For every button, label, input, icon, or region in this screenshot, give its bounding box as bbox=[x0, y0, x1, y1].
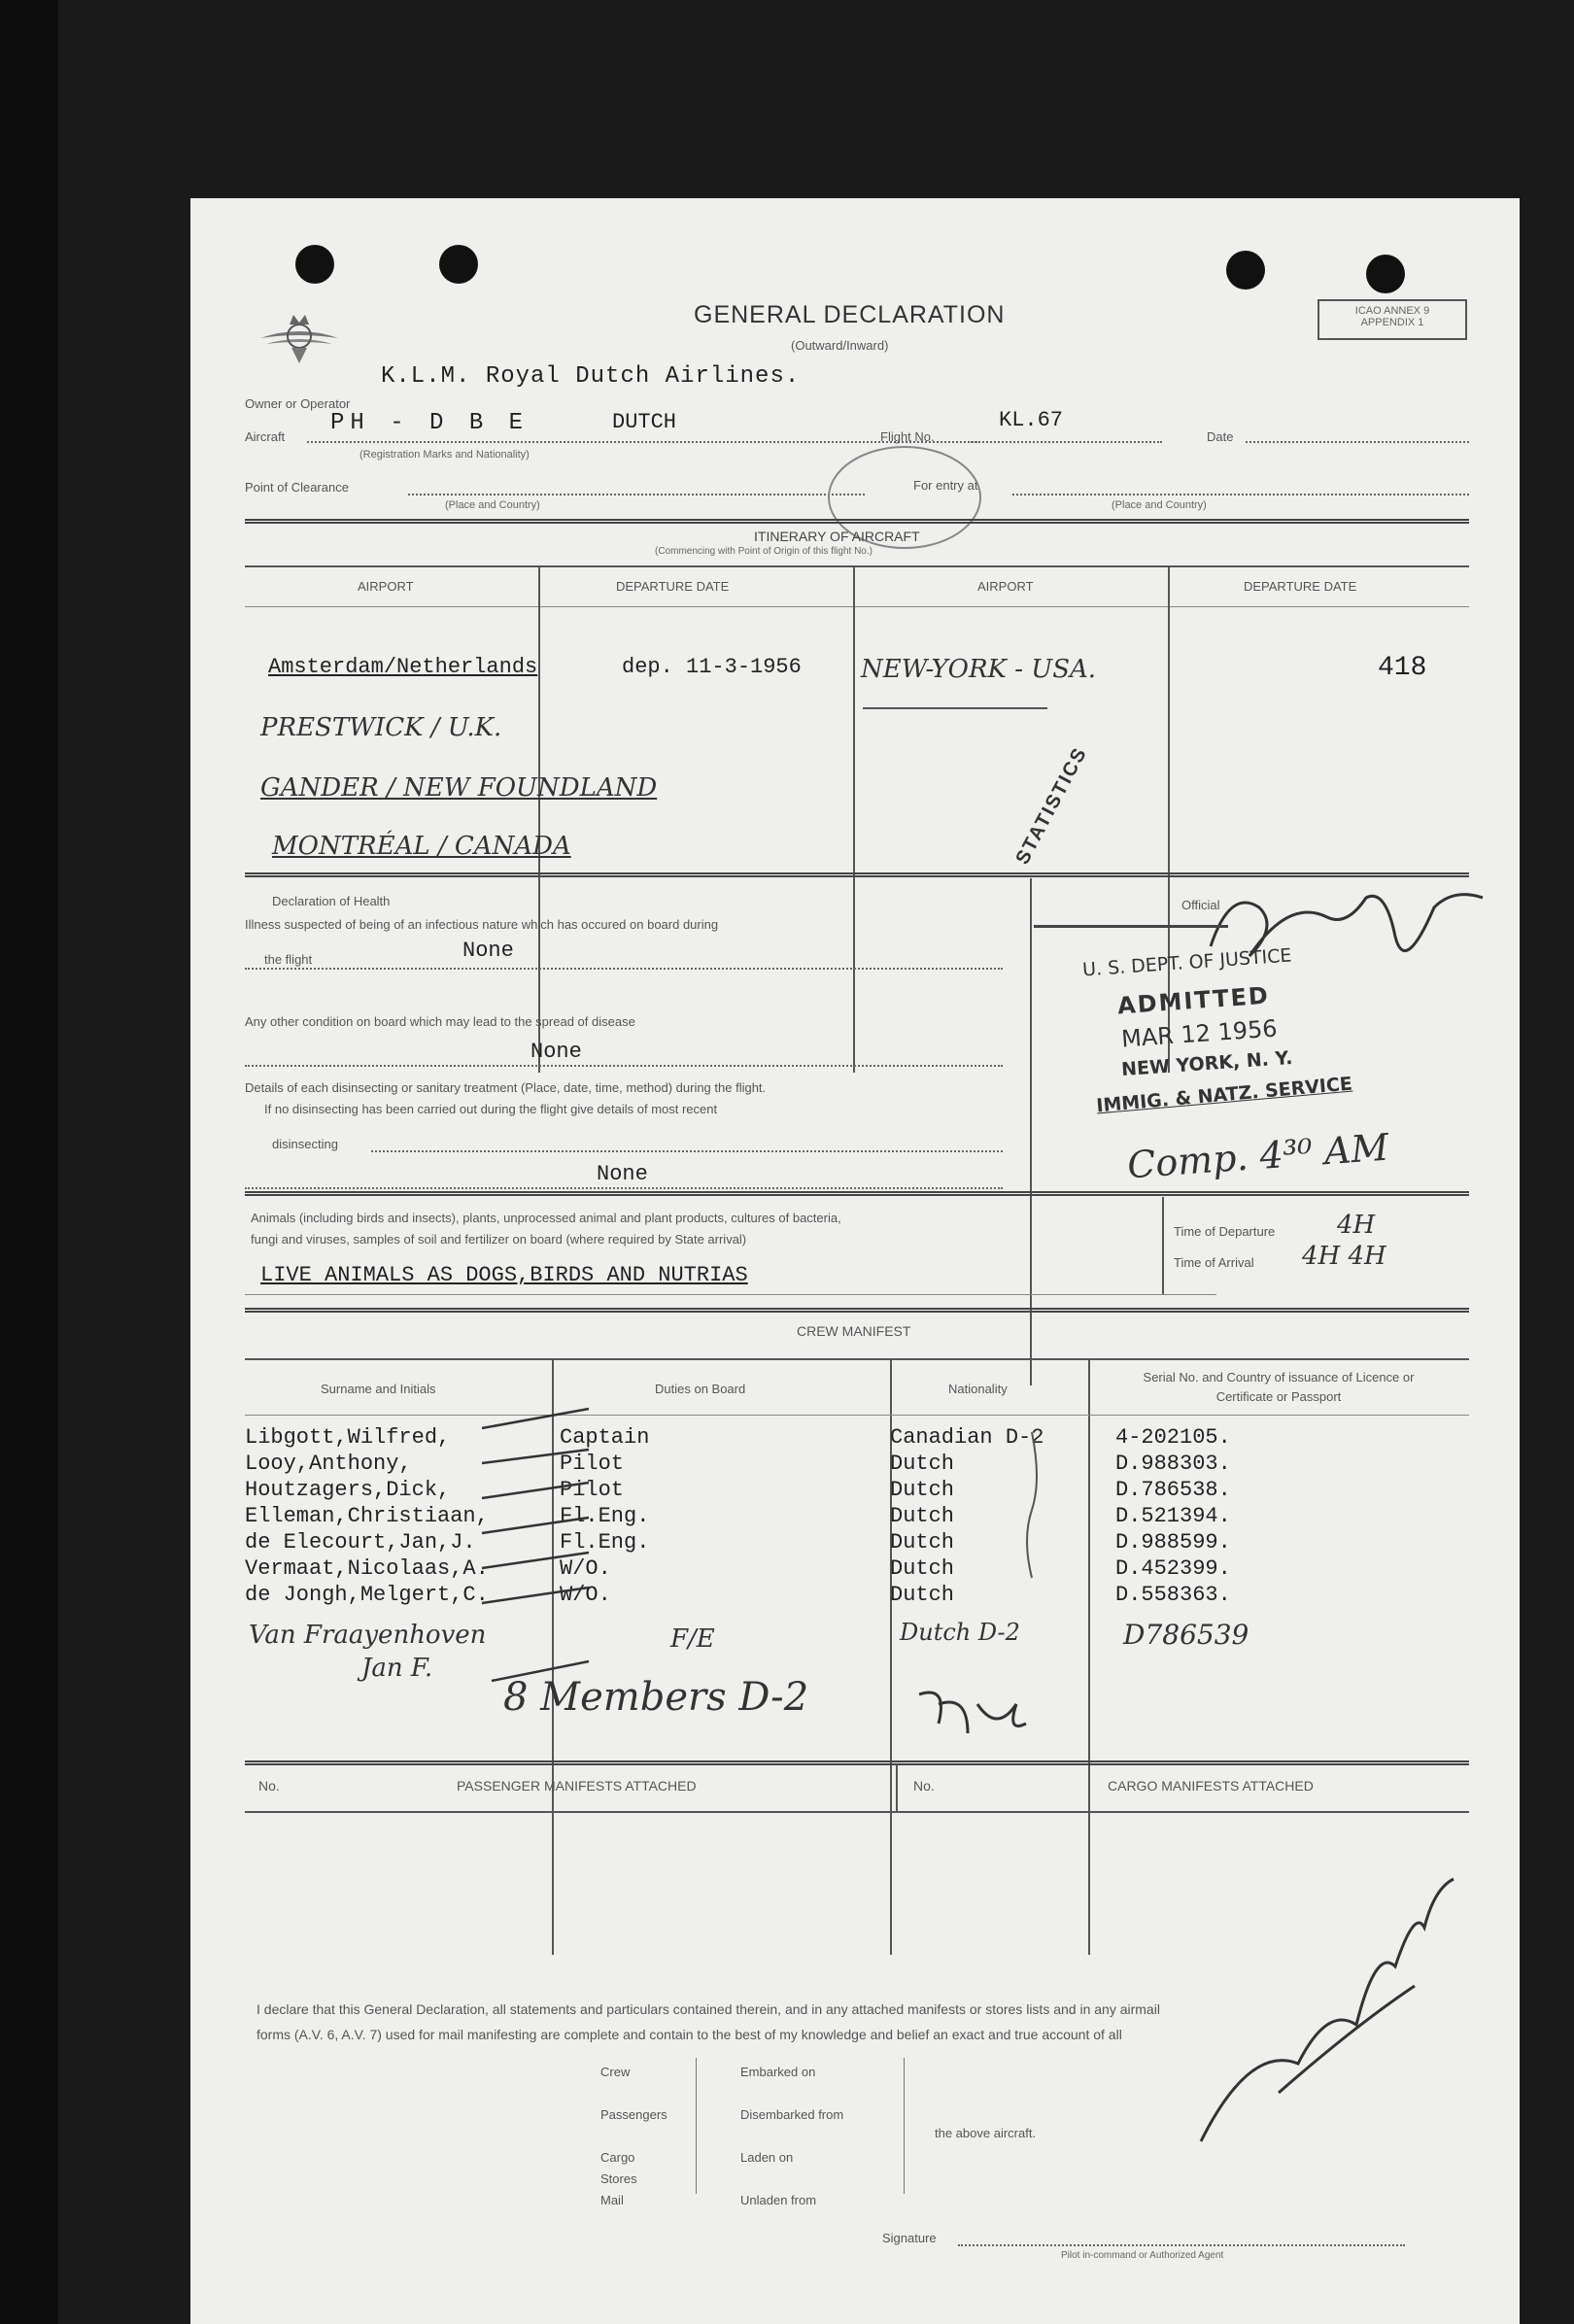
hand-crew-name: Van Fraayenhoven bbox=[249, 1621, 487, 1650]
scan-border bbox=[0, 0, 58, 2324]
col-departure-1: DEPARTURE DATE bbox=[616, 579, 730, 594]
date-label: Date bbox=[1207, 429, 1234, 444]
crew-serial: D.521394. bbox=[1115, 1504, 1231, 1528]
declaration-bracket bbox=[904, 2058, 905, 2194]
table-row bbox=[245, 1424, 1488, 1451]
health-a2: None bbox=[530, 1040, 582, 1064]
crew-name: de Elecourt,Jan,J. bbox=[245, 1530, 476, 1555]
crew-nationality: Canadian D-2 bbox=[890, 1425, 1044, 1450]
form-subtitle: (Outward/Inward) bbox=[791, 338, 889, 353]
crew-duty: Captain bbox=[560, 1425, 650, 1450]
crew-duty: W/O. bbox=[560, 1583, 611, 1607]
arrival-time-label: Time of Arrival bbox=[1174, 1255, 1254, 1270]
official-handnote: Comp. 4³⁰ AM bbox=[1125, 1125, 1390, 1187]
itinerary-note: (Commencing with Point of Origin of this flight No.) bbox=[655, 546, 873, 557]
stamp-date: MAR 12 1956 bbox=[1120, 1014, 1279, 1053]
hand-crew-serial: D786539 bbox=[1123, 1619, 1249, 1651]
crew-rows bbox=[245, 1424, 1488, 1608]
owner-value: K.L.M. Royal Dutch Airlines. bbox=[381, 363, 801, 390]
clearance-note: (Place and Country) bbox=[445, 499, 540, 511]
declaration-right: the above aircraft. bbox=[935, 2126, 1037, 2140]
clearance-line bbox=[408, 494, 865, 496]
health-q2: Any other condition on board which may lead to the spread of disease bbox=[245, 1014, 635, 1029]
members-note: 8 Members D-2 bbox=[503, 1675, 809, 1720]
itinerary-divider bbox=[853, 567, 855, 1073]
crew-nationality: Dutch bbox=[890, 1452, 955, 1476]
crew-duty: Pilot bbox=[560, 1452, 625, 1476]
crew-title: CREW MANIFEST bbox=[797, 1323, 911, 1339]
departure-time-value: 4H bbox=[1337, 1211, 1376, 1240]
declaration-line-2: forms (A.V. 6, A.V. 7) used for mail manifesting are complete and contain to the best of my knowledge and belief an exact and true account of all bbox=[257, 2027, 1122, 2042]
stop-3: MONTRÉAL / CANADA bbox=[272, 832, 571, 861]
animals-top-rule bbox=[245, 1191, 1469, 1196]
departure-date: dep. 11-3-1956 bbox=[622, 655, 802, 679]
table-row bbox=[245, 1503, 1488, 1529]
crew-serial: D.988303. bbox=[1115, 1452, 1231, 1476]
arrival-time-value: 4H 4H bbox=[1302, 1242, 1386, 1271]
crew-serial: D.558363. bbox=[1115, 1583, 1231, 1607]
clearance-label: Point of Clearance bbox=[245, 480, 349, 495]
initials-mark bbox=[909, 1675, 1045, 1743]
klm-crown-logo bbox=[251, 307, 348, 369]
statistics-stamp: STATISTICS bbox=[1011, 743, 1092, 869]
declaration-form bbox=[190, 198, 1520, 2324]
crew-name: de Jongh,Melgert,C. bbox=[245, 1583, 489, 1607]
aircraft-label: Aircraft bbox=[245, 429, 286, 444]
itinerary-header-rule bbox=[245, 565, 1469, 567]
crew-name: Elleman,Christiaan, bbox=[245, 1504, 489, 1528]
departure-airport: Amsterdam/Netherlands bbox=[268, 655, 538, 679]
crew-nationality: Dutch bbox=[890, 1556, 955, 1581]
arrival-airport: NEW-YORK - USA. bbox=[861, 655, 1097, 684]
entry-line bbox=[1012, 494, 1469, 496]
declaration-bracket bbox=[696, 2058, 697, 2194]
health-q3-line bbox=[371, 1150, 1003, 1152]
captain-signature bbox=[1162, 1869, 1473, 2161]
annex-line1: ICAO ANNEX 9 bbox=[1354, 305, 1430, 317]
itinerary-divider bbox=[538, 567, 540, 1073]
flight-no-label: Flight No. bbox=[880, 429, 935, 444]
hand-crew-name-2: Jan F. bbox=[361, 1654, 433, 1683]
stamp-city: NEW YORK, N. Y. bbox=[1120, 1046, 1293, 1081]
form-title: GENERAL DECLARATION bbox=[694, 301, 1006, 328]
table-row bbox=[245, 1477, 1488, 1503]
passenger-no-label: No. bbox=[258, 1778, 280, 1794]
list-item: Laden on bbox=[740, 2150, 794, 2165]
date-line bbox=[1246, 441, 1469, 443]
list-item: Stores bbox=[600, 2171, 637, 2186]
list-item: Disembarked from bbox=[740, 2107, 844, 2122]
health-a3: None bbox=[597, 1162, 648, 1186]
health-q1b: the flight bbox=[264, 952, 313, 967]
animals-line bbox=[245, 1294, 1216, 1295]
stamp-admitted: ADMITTED bbox=[1116, 981, 1271, 1020]
animals-text-1: Animals (including birds and insects), plants, unprocessed animal and plant products, cultures of bacteria, bbox=[251, 1211, 841, 1225]
health-a1: None bbox=[462, 939, 514, 963]
crew-top-rule bbox=[245, 1308, 1469, 1313]
time-divider bbox=[1162, 1197, 1164, 1294]
health-q3b: If no disinsecting has been carried out during the flight give details of most recent bbox=[264, 1102, 718, 1116]
declaration-mid-list bbox=[740, 2062, 843, 2211]
arrival-number: 418 bbox=[1378, 653, 1427, 683]
aircraft-note: (Registration Marks and Nationality) bbox=[359, 449, 530, 461]
crew-duty: W/O. bbox=[560, 1556, 611, 1581]
crew-col-duty: Duties on Board bbox=[655, 1382, 746, 1396]
crew-duty: Fl.Eng. bbox=[560, 1530, 650, 1555]
aircraft-nationality: DUTCH bbox=[612, 410, 677, 434]
table-row bbox=[245, 1582, 1488, 1608]
crew-name: Vermaat,Nicolaas,A. bbox=[245, 1556, 489, 1581]
flight-line bbox=[968, 441, 1162, 443]
annex-line2: APPENDIX 1 bbox=[1360, 317, 1424, 328]
table-row bbox=[245, 1529, 1488, 1555]
crew-nationality: Dutch bbox=[890, 1530, 955, 1555]
nationality-bracket bbox=[1012, 1422, 1051, 1588]
health-a1-line bbox=[245, 968, 1003, 970]
official-label: Official bbox=[1181, 898, 1220, 912]
passenger-manifests: PASSENGER MANIFESTS ATTACHED bbox=[457, 1778, 697, 1794]
crew-serial: D.452399. bbox=[1115, 1556, 1231, 1581]
manifest-top-rule bbox=[245, 1760, 1469, 1765]
col-airport-1: AIRPORT bbox=[358, 579, 414, 594]
cargo-manifests: CARGO MANIFESTS ATTACHED bbox=[1108, 1778, 1314, 1794]
crew-nationality: Dutch bbox=[890, 1504, 955, 1528]
col-departure-2: DEPARTURE DATE bbox=[1244, 579, 1357, 594]
list-item: Cargo bbox=[600, 2150, 635, 2165]
declaration-line-1: I declare that this General Declaration, all statements and particulars contained therein, and in any attached manifests or stores lists and in any airmail bbox=[257, 2001, 1160, 2017]
list-item: Unladen from bbox=[740, 2193, 817, 2207]
crew-serial: D.786538. bbox=[1115, 1478, 1231, 1502]
manifest-divider bbox=[896, 1764, 898, 1813]
punch-hole bbox=[295, 245, 334, 284]
health-a3-line bbox=[245, 1187, 1003, 1189]
crew-name: Libgott,Wilfred, bbox=[245, 1425, 451, 1450]
table-row bbox=[245, 1555, 1488, 1582]
animals-value: LIVE ANIMALS AS DOGS,BIRDS AND NUTRIAS bbox=[260, 1263, 748, 1287]
list-item: Embarked on bbox=[740, 2065, 816, 2079]
declaration-left-list bbox=[600, 2062, 667, 2211]
stop-1: PRESTWICK / U.K. bbox=[260, 713, 502, 742]
owner-label: Owner or Operator bbox=[245, 396, 351, 411]
crew-header-rule bbox=[245, 1358, 1469, 1360]
punch-hole bbox=[439, 245, 478, 284]
stamp-top-rule bbox=[1034, 925, 1228, 928]
stamp-dept: U. S. DEPT. OF JUSTICE bbox=[1081, 944, 1293, 981]
crew-serial: D.988599. bbox=[1115, 1530, 1231, 1555]
list-item: Passengers bbox=[600, 2107, 667, 2122]
itinerary-sub-rule bbox=[245, 606, 1469, 607]
list-item: Crew bbox=[600, 2065, 631, 2079]
col-airport-2: AIRPORT bbox=[977, 579, 1034, 594]
punch-hole bbox=[1366, 255, 1405, 293]
punch-hole bbox=[1226, 251, 1265, 290]
crew-duty: Fl.Eng. bbox=[560, 1504, 650, 1528]
entry-label: For entry at bbox=[913, 478, 978, 493]
hand-crew-duty: F/E bbox=[670, 1624, 715, 1654]
signature-note: Pilot in-command or Authorized Agent bbox=[1061, 2250, 1224, 2261]
crew-nationality: Dutch bbox=[890, 1583, 955, 1607]
stamp-service: IMMIG. & NATZ. SERVICE bbox=[1095, 1073, 1353, 1117]
check-marks bbox=[472, 1389, 628, 1865]
crew-col-nationality: Nationality bbox=[948, 1382, 1008, 1396]
signature-line bbox=[958, 2244, 1405, 2246]
crew-serial: 4-202105. bbox=[1115, 1425, 1231, 1450]
itinerary-top-rule bbox=[245, 519, 1469, 524]
health-q3: Details of each disinsecting or sanitary treatment (Place, date, time, method) during the flight. bbox=[245, 1080, 767, 1095]
entry-note: (Place and Country) bbox=[1112, 499, 1207, 511]
crew-duty: Pilot bbox=[560, 1478, 625, 1502]
health-q3c: disinsecting bbox=[272, 1137, 338, 1151]
manifest-bottom-rule bbox=[245, 1811, 1469, 1813]
crew-name: Looy,Anthony, bbox=[245, 1452, 412, 1476]
cargo-no-label: No. bbox=[913, 1778, 935, 1794]
crew-col-serial: Serial No. and Country of issuance of Licence or Certificate or Passport bbox=[1143, 1370, 1415, 1404]
arrival-underline bbox=[863, 707, 1047, 709]
signature-label: Signature bbox=[882, 2231, 937, 2245]
table-row bbox=[245, 1451, 1488, 1477]
crew-name: Houtzagers,Dick, bbox=[245, 1478, 451, 1502]
stop-2: GANDER / NEW FOUNDLAND bbox=[260, 773, 658, 803]
crew-sub-rule bbox=[245, 1415, 1469, 1416]
itinerary-title: ITINERARY OF AIRCRAFT bbox=[754, 529, 920, 544]
aircraft-registration: PH - D B E bbox=[330, 410, 530, 436]
crew-col-name: Surname and Initials bbox=[321, 1382, 436, 1396]
flight-no-value: KL.67 bbox=[999, 408, 1064, 432]
hand-crew-nationality: Dutch D-2 bbox=[900, 1619, 1020, 1646]
health-q1: Illness suspected of being of an infectious nature which has occured on board during bbox=[245, 917, 719, 932]
animals-text-2: fungi and viruses, samples of soil and fertilizer on board (where required by State arrival) bbox=[251, 1232, 747, 1247]
crew-nationality: Dutch bbox=[890, 1478, 955, 1502]
health-a2-line bbox=[245, 1065, 1003, 1067]
health-title: Declaration of Health bbox=[272, 894, 391, 908]
departure-time-label: Time of Departure bbox=[1174, 1224, 1276, 1239]
annex-box bbox=[1317, 299, 1467, 340]
list-item: Mail bbox=[600, 2193, 624, 2207]
